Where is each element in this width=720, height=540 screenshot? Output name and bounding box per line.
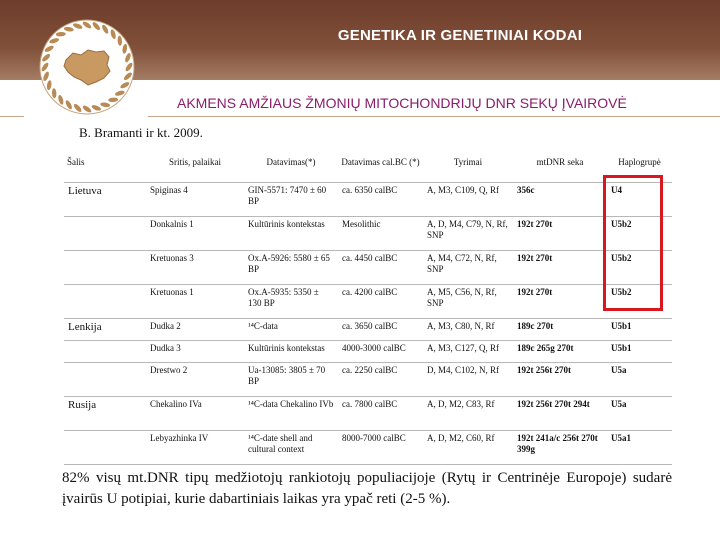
table-cell-calbc: ca. 3650 calBC [338,319,423,341]
col-header: Datavimas cal.BC (*) [338,142,423,183]
table-cell-haplogroup: U5a [607,397,672,431]
page-title: GENETIKA IR GENETINIAI KODAI [337,27,583,44]
table-cell-calbc: 8000-7000 calBC [338,431,423,465]
table-row [64,217,672,251]
mtdna-table [64,142,672,465]
table-header-row [64,142,672,183]
table-cell-site: Drestwo 2 [146,363,244,397]
table-cell-tests: A, M3, C80, N, Rf [423,319,513,341]
col-header: Tyrimai [423,142,513,183]
col-header: Šalis [64,142,146,183]
table-cell-country [64,217,146,251]
lithuania-map-wreath-logo-icon [26,14,148,120]
table-cell-haplogroup: U5a1 [607,431,672,465]
table-cell-tests: A, D, M4, C79, N, Rf, SNP [423,217,513,251]
table-cell-haplogroup: U5b2 [607,217,672,251]
table-cell-country: Lietuva [64,183,146,217]
table-cell-site: Kretuonas 1 [146,285,244,319]
table-cell-country [64,285,146,319]
table-cell-sequence: 192t 270t [513,251,607,285]
table-cell-tests: A, M3, C109, Q, Rf [423,183,513,217]
table-row [64,285,672,319]
table-cell-site: Dudka 3 [146,341,244,363]
table-cell-sequence: 192t 270t [513,285,607,319]
table-cell-dating: Kultūrinis kontekstas [244,217,338,251]
table-cell-dating: Ua-13085: 3805 ± 70 BP [244,363,338,397]
table-cell-site: Kretuonas 3 [146,251,244,285]
table-cell-haplogroup: U5b1 [607,341,672,363]
table-cell-country: Lenkija [64,319,146,341]
conclusion-text: 82% visų mt.DNR tipų medžiotojų rankiotojų populiacijoje (Rytų ir Centrinėje Europoje) sudarė įvairūs U potipiai, kurie dabartiniais laikas yra ypač reti (2-5 %). [62,470,672,508]
table-cell-tests: A, M4, C72, N, Rf, SNP [423,251,513,285]
table-cell-haplogroup: U5b2 [607,251,672,285]
col-header: mtDNR seka [513,142,607,183]
divider-left [0,116,24,117]
table-cell-country [64,251,146,285]
table-cell-calbc: ca. 2250 calBC [338,363,423,397]
table-cell-site: Spiginas 4 [146,183,244,217]
table-cell-calbc: ca. 6350 calBC [338,183,423,217]
table-cell-dating: ¹⁴C-data [244,319,338,341]
table-cell-dating: Ox.A-5926: 5580 ± 65 BP [244,251,338,285]
table-row [64,363,672,397]
slide-subtitle: AKMENS AMŽIAUS ŽMONIŲ MITOCHONDRIJŲ DNR SEKŲ ĮVAIROVĖ [177,95,627,111]
table-cell-calbc: Mesolithic [338,217,423,251]
table-cell-tests: D, M4, C102, N, Rf [423,363,513,397]
table-row [64,341,672,363]
table-cell-sequence: 192t 270t [513,217,607,251]
table-cell-dating: GIN-5571: 7470 ± 60 BP [244,183,338,217]
table-cell-site: Lebyazhinka IV [146,431,244,465]
table-row [64,319,672,341]
col-header: Datavimas(*) [244,142,338,183]
table-cell-calbc: ca. 4450 calBC [338,251,423,285]
table-cell-dating: Kultūrinis kontekstas [244,341,338,363]
table-cell-tests: A, M3, C127, Q, Rf [423,341,513,363]
table-cell-tests: A, D, M2, C60, Rf [423,431,513,465]
table-cell-sequence: 356c [513,183,607,217]
table-row [64,431,672,465]
table-cell-sequence: 192t 241a/c 256t 270t 399g [513,431,607,465]
table-cell-sequence: 192t 256t 270t [513,363,607,397]
col-header: Sritis, palaikai [146,142,244,183]
author-citation: B. Bramanti ir kt. 2009. [79,125,203,140]
table-cell-site: Chekalino IVa [146,397,244,431]
table-cell-country [64,341,146,363]
table-cell-calbc: 4000-3000 calBC [338,341,423,363]
table-cell-sequence: 189c 265g 270t [513,341,607,363]
table-cell-calbc: ca. 7800 calBC [338,397,423,431]
table-cell-haplogroup: U5b2 [607,285,672,319]
table-cell-haplogroup: U5b1 [607,319,672,341]
table-cell-calbc: ca. 4200 calBC [338,285,423,319]
table-cell-dating: Ox.A-5935: 5350 ± 130 BP [244,285,338,319]
table-cell-tests: A, M5, C56, N, Rf, SNP [423,285,513,319]
table-row [64,397,672,431]
col-header: Haplogrupė [607,142,672,183]
table-cell-country [64,363,146,397]
table-cell-country [64,431,146,465]
table-cell-haplogroup: U5a [607,363,672,397]
divider-right [148,116,720,117]
table-cell-country: Rusija [64,397,146,431]
table-cell-sequence: 189c 270t [513,319,607,341]
table-cell-sequence: 192t 256t 270t 294t [513,397,607,431]
table-cell-site: Dudka 2 [146,319,244,341]
table-cell-haplogroup: U4 [607,183,672,217]
table-cell-site: Donkalnis 1 [146,217,244,251]
table-row [64,183,672,217]
table-cell-dating: ¹⁴C-data Chekalino IVb [244,397,338,431]
table-cell-tests: A, D, M2, C83, Rf [423,397,513,431]
table-row [64,251,672,285]
table-cell-dating: ¹⁴C-date shell and cultural context [244,431,338,465]
